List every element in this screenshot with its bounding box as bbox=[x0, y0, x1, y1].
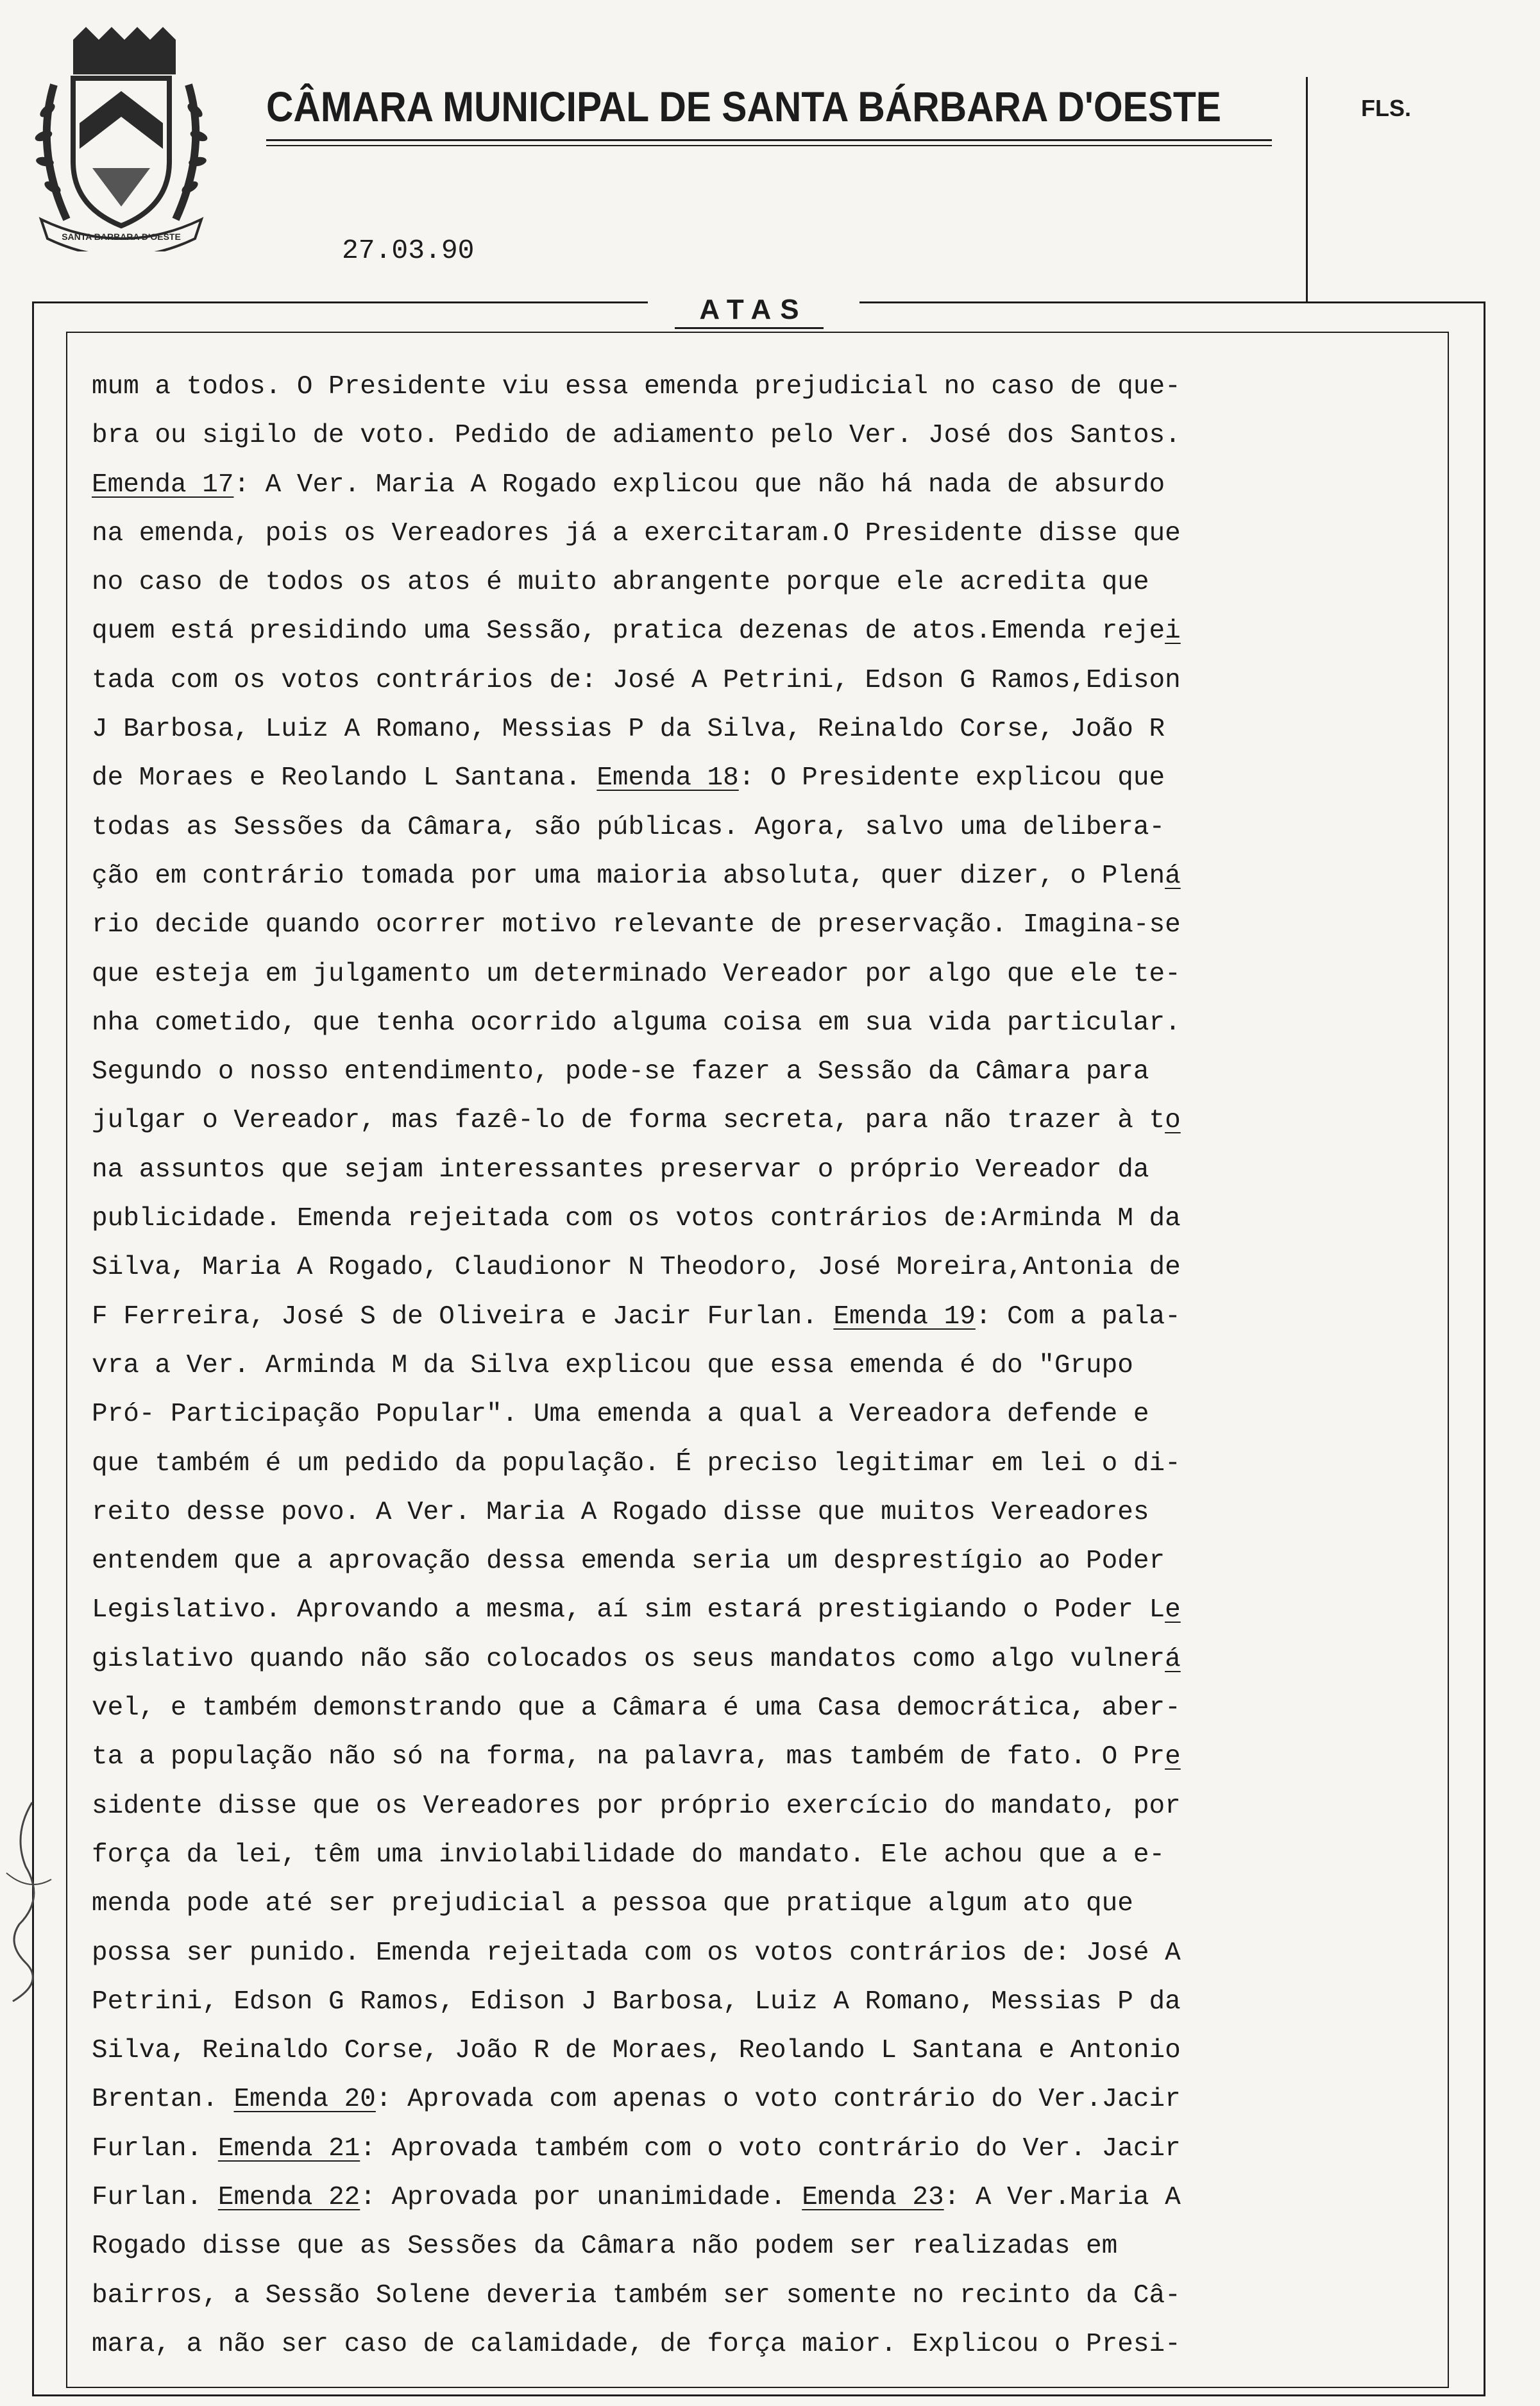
text-line bbox=[92, 2173, 1445, 2222]
text-line bbox=[92, 1243, 1445, 1292]
text-line bbox=[92, 2222, 1445, 2271]
text-segment: tada com os votos contrários de: José A Petrini, Edson G Ramos,Edison bbox=[92, 665, 1181, 695]
document-date: 27.03.90 bbox=[342, 235, 475, 266]
text-line bbox=[92, 1194, 1445, 1243]
underlined-segment: o bbox=[1165, 1106, 1181, 1136]
text-segment: ção em contrário tomada por uma maioria absoluta, quer dizer, o Plen bbox=[92, 861, 1165, 891]
text-line bbox=[92, 558, 1445, 607]
text-line bbox=[92, 901, 1445, 949]
text-line bbox=[92, 2320, 1445, 2369]
text-segment: que esteja em julgamento um determinado Vereador por algo que ele te- bbox=[92, 959, 1181, 989]
text-segment: publicidade. Emenda rejeitada com os votos contrários de:Arminda M da bbox=[92, 1204, 1181, 1234]
text-line bbox=[92, 1879, 1445, 1928]
text-line bbox=[92, 607, 1445, 656]
underlined-segment: á bbox=[1165, 1644, 1181, 1674]
institution-title: CÂMARA MUNICIPAL DE SANTA BÁRBARA D'OESTE bbox=[266, 83, 1221, 130]
text-segment: F Ferreira, José S de Oliveira e Jacir Furlan. bbox=[92, 1301, 834, 1332]
underlined-segment: Emenda 18 bbox=[597, 763, 739, 793]
text-segment: Legislativo. Aprovando a mesma, aí sim estará prestigiando o Poder L bbox=[92, 1595, 1165, 1625]
text-line bbox=[92, 509, 1445, 558]
header-rule-secondary bbox=[266, 145, 1272, 146]
text-segment: : Com a pala- bbox=[975, 1301, 1181, 1332]
text-line bbox=[92, 803, 1445, 852]
text-segment: força da lei, têm uma inviolabilidade do mandato. Ele achou que a e- bbox=[92, 1840, 1165, 1870]
text-line bbox=[92, 1732, 1445, 1781]
text-line bbox=[92, 1488, 1445, 1537]
text-segment: nha cometido, que tenha ocorrido alguma coisa em sua vida particular. bbox=[92, 1008, 1181, 1038]
text-line bbox=[92, 1146, 1445, 1194]
text-segment: Silva, Reinaldo Corse, João R de Moraes, Reolando L Santana e Antonio bbox=[92, 2036, 1181, 2066]
text-segment: : Aprovada com apenas o voto contrário do Ver.Jacir bbox=[375, 2085, 1181, 2115]
underlined-segment: á bbox=[1165, 861, 1181, 891]
text-segment: : Aprovada por unanimidade. bbox=[360, 2182, 802, 2212]
underlined-segment: Emenda 17 bbox=[92, 470, 234, 500]
text-segment: todas as Sessões da Câmara, são públicas. Agora, salvo uma delibera- bbox=[92, 812, 1165, 842]
text-segment: Rogado disse que as Sessões da Câmara não podem ser realizadas em bbox=[92, 2232, 1118, 2262]
underlined-segment: i bbox=[1165, 616, 1181, 647]
text-segment: na emenda, pois os Vereadores já a exercitaram.O Presidente disse que bbox=[92, 518, 1181, 548]
text-line bbox=[92, 2271, 1445, 2320]
text-line bbox=[92, 1831, 1445, 1879]
text-segment: : A Ver. Maria A Rogado explicou que não há nada de absurdo bbox=[233, 470, 1165, 500]
text-line bbox=[92, 2124, 1445, 2173]
text-segment: Brentan. bbox=[92, 2085, 234, 2115]
text-segment: possa ser punido. Emenda rejeitada com os votos contrários de: José A bbox=[92, 1938, 1181, 1968]
text-line bbox=[92, 1537, 1445, 1586]
underlined-segment: Emenda 19 bbox=[833, 1301, 976, 1332]
text-segment: mum a todos. O Presidente viu essa emenda prejudicial no caso de que- bbox=[92, 372, 1181, 402]
text-segment: gislativo quando não são colocados os seus mandatos como algo vulner bbox=[92, 1644, 1165, 1674]
text-segment: ta a população não só na forma, na palavra, mas também de fato. O Pr bbox=[92, 1742, 1165, 1772]
text-segment: Pró- Participação Popular". Uma emenda a qual a Vereadora defende e bbox=[92, 1400, 1149, 1430]
handwritten-signature bbox=[0, 1796, 58, 2008]
text-line bbox=[92, 1782, 1445, 1831]
text-segment: vra a Ver. Arminda M da Silva explicou que essa emenda é do "Grupo bbox=[92, 1350, 1133, 1380]
text-segment: : Aprovada também com o voto contrário do Ver. Jacir bbox=[360, 2133, 1181, 2164]
text-segment: quem está presidindo uma Sessão, pratica dezenas de atos.Emenda reje bbox=[92, 616, 1165, 647]
text-line bbox=[92, 2075, 1445, 2124]
text-segment: J Barbosa, Luiz A Romano, Messias P da Silva, Reinaldo Corse, João R bbox=[92, 715, 1165, 745]
text-line bbox=[92, 852, 1445, 901]
text-line bbox=[92, 411, 1445, 460]
text-line bbox=[92, 656, 1445, 705]
underlined-segment: e bbox=[1165, 1595, 1181, 1625]
text-segment: rio decide quando ocorrer motivo relevante de preservação. Imagina-se bbox=[92, 910, 1181, 940]
underlined-segment: Emenda 22 bbox=[217, 2182, 360, 2212]
text-segment: julgar o Vereador, mas fazê-lo de forma secreta, para não trazer à t bbox=[92, 1106, 1165, 1136]
section-title-underline bbox=[675, 327, 824, 329]
text-segment: menda pode até ser prejudicial a pessoa que pratique algum ato que bbox=[92, 1889, 1133, 1919]
text-line bbox=[92, 1292, 1445, 1341]
text-line bbox=[92, 705, 1445, 754]
underlined-segment: e bbox=[1165, 1742, 1181, 1772]
folio-label: FLS. bbox=[1361, 95, 1411, 121]
header-rule bbox=[266, 139, 1272, 141]
text-line bbox=[92, 1390, 1445, 1439]
text-segment: na assuntos que sejam interessantes preservar o próprio Vereador da bbox=[92, 1155, 1149, 1185]
text-line bbox=[92, 1586, 1445, 1634]
text-segment: : O Presidente explicou que bbox=[738, 763, 1165, 793]
text-line bbox=[92, 754, 1445, 802]
text-line bbox=[92, 1047, 1445, 1096]
text-line bbox=[92, 1684, 1445, 1732]
text-line bbox=[92, 1341, 1445, 1390]
text-segment: Furlan. bbox=[92, 2182, 218, 2212]
text-segment: reito desse povo. A Ver. Maria A Rogado disse que muitos Vereadores bbox=[92, 1497, 1149, 1527]
section-title: ATAS bbox=[648, 290, 859, 330]
minutes-body-text bbox=[92, 362, 1445, 2369]
text-line bbox=[92, 950, 1445, 999]
margin-divider-line bbox=[1306, 77, 1308, 301]
text-line bbox=[92, 1635, 1445, 1684]
text-segment: Petrini, Edson G Ramos, Edison J Barbosa, Luiz A Romano, Messias P da bbox=[92, 1987, 1181, 2017]
text-segment: bairros, a Sessão Solene deveria também ser somente no recinto da Câ- bbox=[92, 2280, 1181, 2310]
text-line bbox=[92, 1978, 1445, 2026]
underlined-segment: Emenda 20 bbox=[233, 2085, 376, 2115]
text-line bbox=[92, 362, 1445, 411]
text-segment: entendem que a aprovação dessa emenda seria um desprestígio ao Poder bbox=[92, 1546, 1165, 1577]
text-line bbox=[92, 461, 1445, 509]
text-segment: mara, a não ser caso de calamidade, de força maior. Explicou o Presi- bbox=[92, 2329, 1181, 2359]
text-line bbox=[92, 1096, 1445, 1145]
text-line bbox=[92, 1439, 1445, 1488]
text-segment: de Moraes e Reolando L Santana. bbox=[92, 763, 597, 793]
text-segment: bra ou sigilo de voto. Pedido de adiamento pelo Ver. José dos Santos. bbox=[92, 421, 1181, 451]
text-segment: : A Ver.Maria A bbox=[943, 2182, 1181, 2212]
underlined-segment: Emenda 21 bbox=[217, 2133, 360, 2164]
text-segment: Silva, Maria A Rogado, Claudionor N Theodoro, José Moreira,Antonia de bbox=[92, 1253, 1181, 1283]
text-line bbox=[92, 999, 1445, 1047]
text-segment: vel, e também demonstrando que a Câmara é uma Casa democrática, aber- bbox=[92, 1693, 1181, 1724]
crest-motto: SANTA BARBARA D'OESTE bbox=[62, 232, 181, 242]
text-segment: no caso de todos os atos é muito abrangente porque ele acredita que bbox=[92, 568, 1149, 598]
text-segment: Segundo o nosso entendimento, pode-se fazer a Sessão da Câmara para bbox=[92, 1057, 1149, 1087]
text-line bbox=[92, 2026, 1445, 2075]
text-segment: Furlan. bbox=[92, 2133, 218, 2164]
underlined-segment: Emenda 23 bbox=[802, 2182, 944, 2212]
text-segment: sidente disse que os Vereadores por próprio exercício do mandato, por bbox=[92, 1791, 1181, 1821]
text-segment: que também é um pedido da população. É preciso legitimar em lei o di- bbox=[92, 1448, 1181, 1478]
municipal-crest-emblem bbox=[28, 27, 214, 251]
text-line bbox=[92, 1929, 1445, 1978]
